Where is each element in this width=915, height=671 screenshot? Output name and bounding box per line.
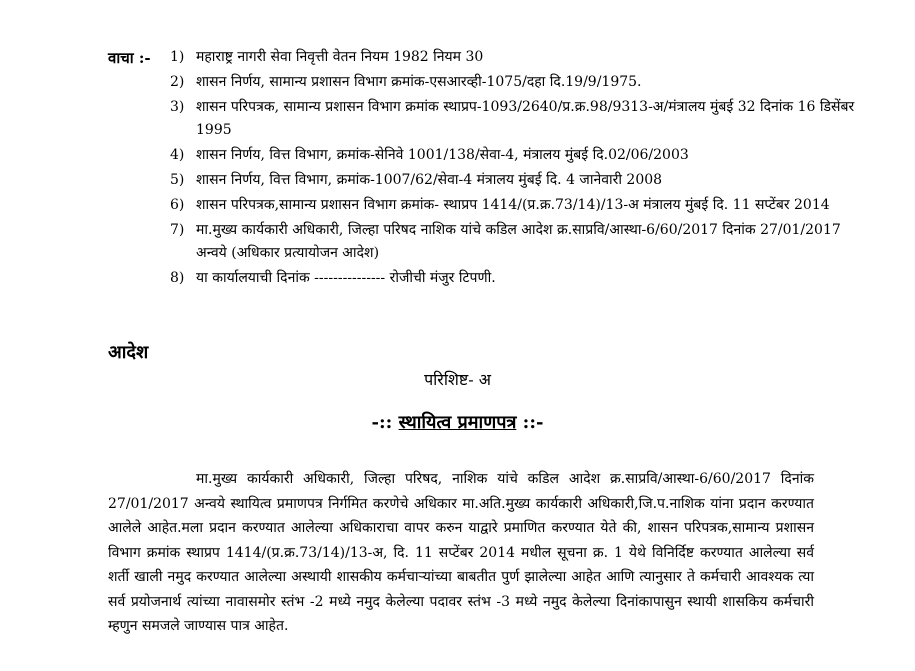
reference-number: 5) — [170, 172, 185, 188]
reference-item — [170, 71, 860, 94]
reference-list — [170, 46, 860, 292]
read-label: वाचा :- — [108, 49, 151, 67]
reference-text: महाराष्ट्र नागरी सेवा निवृत्ती वेतन नियम 1982 नियम 30 — [196, 49, 484, 65]
reference-number: 7) — [170, 222, 185, 238]
certificate-body-paragraph: मा.मुख्य कार्यकारी अधिकारी, जिल्हा परिषद, नाशिक यांचे कडिल आदेश क्र.साप्रवि/आस्था-6/60/2017 दिनांक 27/01/2017 अन्वये स्थायित्व प्रमाणपत्र निर्गमित करणेचे अधिकार मा.अति.मुख्य कार्यकारी अधिकारी,जि.प.नाशिक यांना प्रदान करण्यात आलेले आहेत.मला प्रदान करण्यात आलेल्या अधिकाराचा वापर करुन याद्वारे प्रमाणित करण्यात येते की, शासन परिपत्रक,सामान्य प्रशासन विभाग क्रमांक स्थाप्रप 1414/(प्र.क्र.73/14)/13-अ, दि. 11 सप्टेंबर 2014 मधील सूचना क्र. 1 येथे विनिर्दिष्ट करण्यात आलेल्या सर्व शर्ती खाली नमुद करण्यात आलेल्या अस्थायी शासकीय कर्मचाऱ्यांच्या बाबतीत पुर्ण झालेल्या आहेत आणि त्यानुसार ते कर्मचारी आवश्यक त्या सर्व प्रयोजनार्थ त्यांच्या नावासमोर स्तंभ -2 मध्ये नमुद केलेल्या पदावर स्तंभ -3 मध्ये नमुद केलेल्या दिनांकापासुन स्थायी शासकिय कर्मचारी म्हणुन समजले जाण्यास पात्र आहेत. — [108, 471, 814, 634]
reference-text: शासन परिपत्रक, सामान्य प्रशासन विभाग क्रमांक स्थाप्रप-1093/2640/प्र.क्र.98/9313-अ/मंत्रालय मुंबई 32 दिनांक 16 डिसेंबर 1995 — [196, 99, 855, 138]
reference-item — [170, 219, 860, 265]
reference-text: शासन निर्णय, वित्त विभाग, क्रमांक-1007/62/सेवा-4 मंत्रालय मुंबई दि. 4 जानेवारी 2008 — [196, 172, 663, 188]
reference-number: 6) — [170, 197, 185, 213]
reference-text: शासन परिपत्रक,सामान्य प्रशासन विभाग क्रमांक- स्थाप्रप 1414/(प्र.क्र.73/14)/13-अ मंत्रालय मुंबई दि. 11 सप्टेंबर 2014 — [196, 197, 830, 213]
reference-number: 3) — [170, 99, 185, 115]
reference-item — [170, 267, 860, 290]
reference-item — [170, 46, 860, 69]
reference-number: 8) — [170, 270, 185, 286]
certificate-title-text: स्थायित्व प्रमाणपत्र — [398, 412, 517, 433]
reference-item — [170, 96, 860, 142]
reference-item — [170, 194, 860, 217]
annexure-label: परिशिष्ट- अ — [424, 370, 491, 389]
reference-text: मा.मुख्य कार्यकारी अधिकारी, जिल्हा परिषद नाशिक यांचे कडिल आदेश क्र.साप्रवि/आस्था-6/60/2017 दिनांक 27/01/2017 अन्वये (अधिकार प्रत्यायोजन आदेश) — [196, 222, 841, 261]
reference-text: शासन निर्णय, सामान्य प्रशासन विभाग क्रमांक-एसआरव्ही-1075/दहा दि.19/9/1975. — [196, 74, 642, 90]
certificate-title-prefix: -:: — [371, 412, 393, 433]
order-heading: आदेश — [108, 342, 149, 363]
reference-item — [170, 169, 860, 192]
reference-number: 2) — [170, 74, 185, 90]
certificate-title-suffix: ::- — [522, 412, 544, 433]
reference-item — [170, 144, 860, 167]
reference-text: शासन निर्णय, वित्त विभाग, क्रमांक-सेनिवे 1001/138/सेवा-4, मंत्रालय मुंबई दि.02/06/2003 — [196, 147, 689, 163]
certificate-title — [0, 410, 915, 434]
reference-number: 1) — [170, 49, 185, 65]
reference-text: या कार्यालयाची दिनांक --------------- रोजीची मंजुर टिपणी. — [196, 270, 496, 286]
reference-number: 4) — [170, 147, 185, 163]
